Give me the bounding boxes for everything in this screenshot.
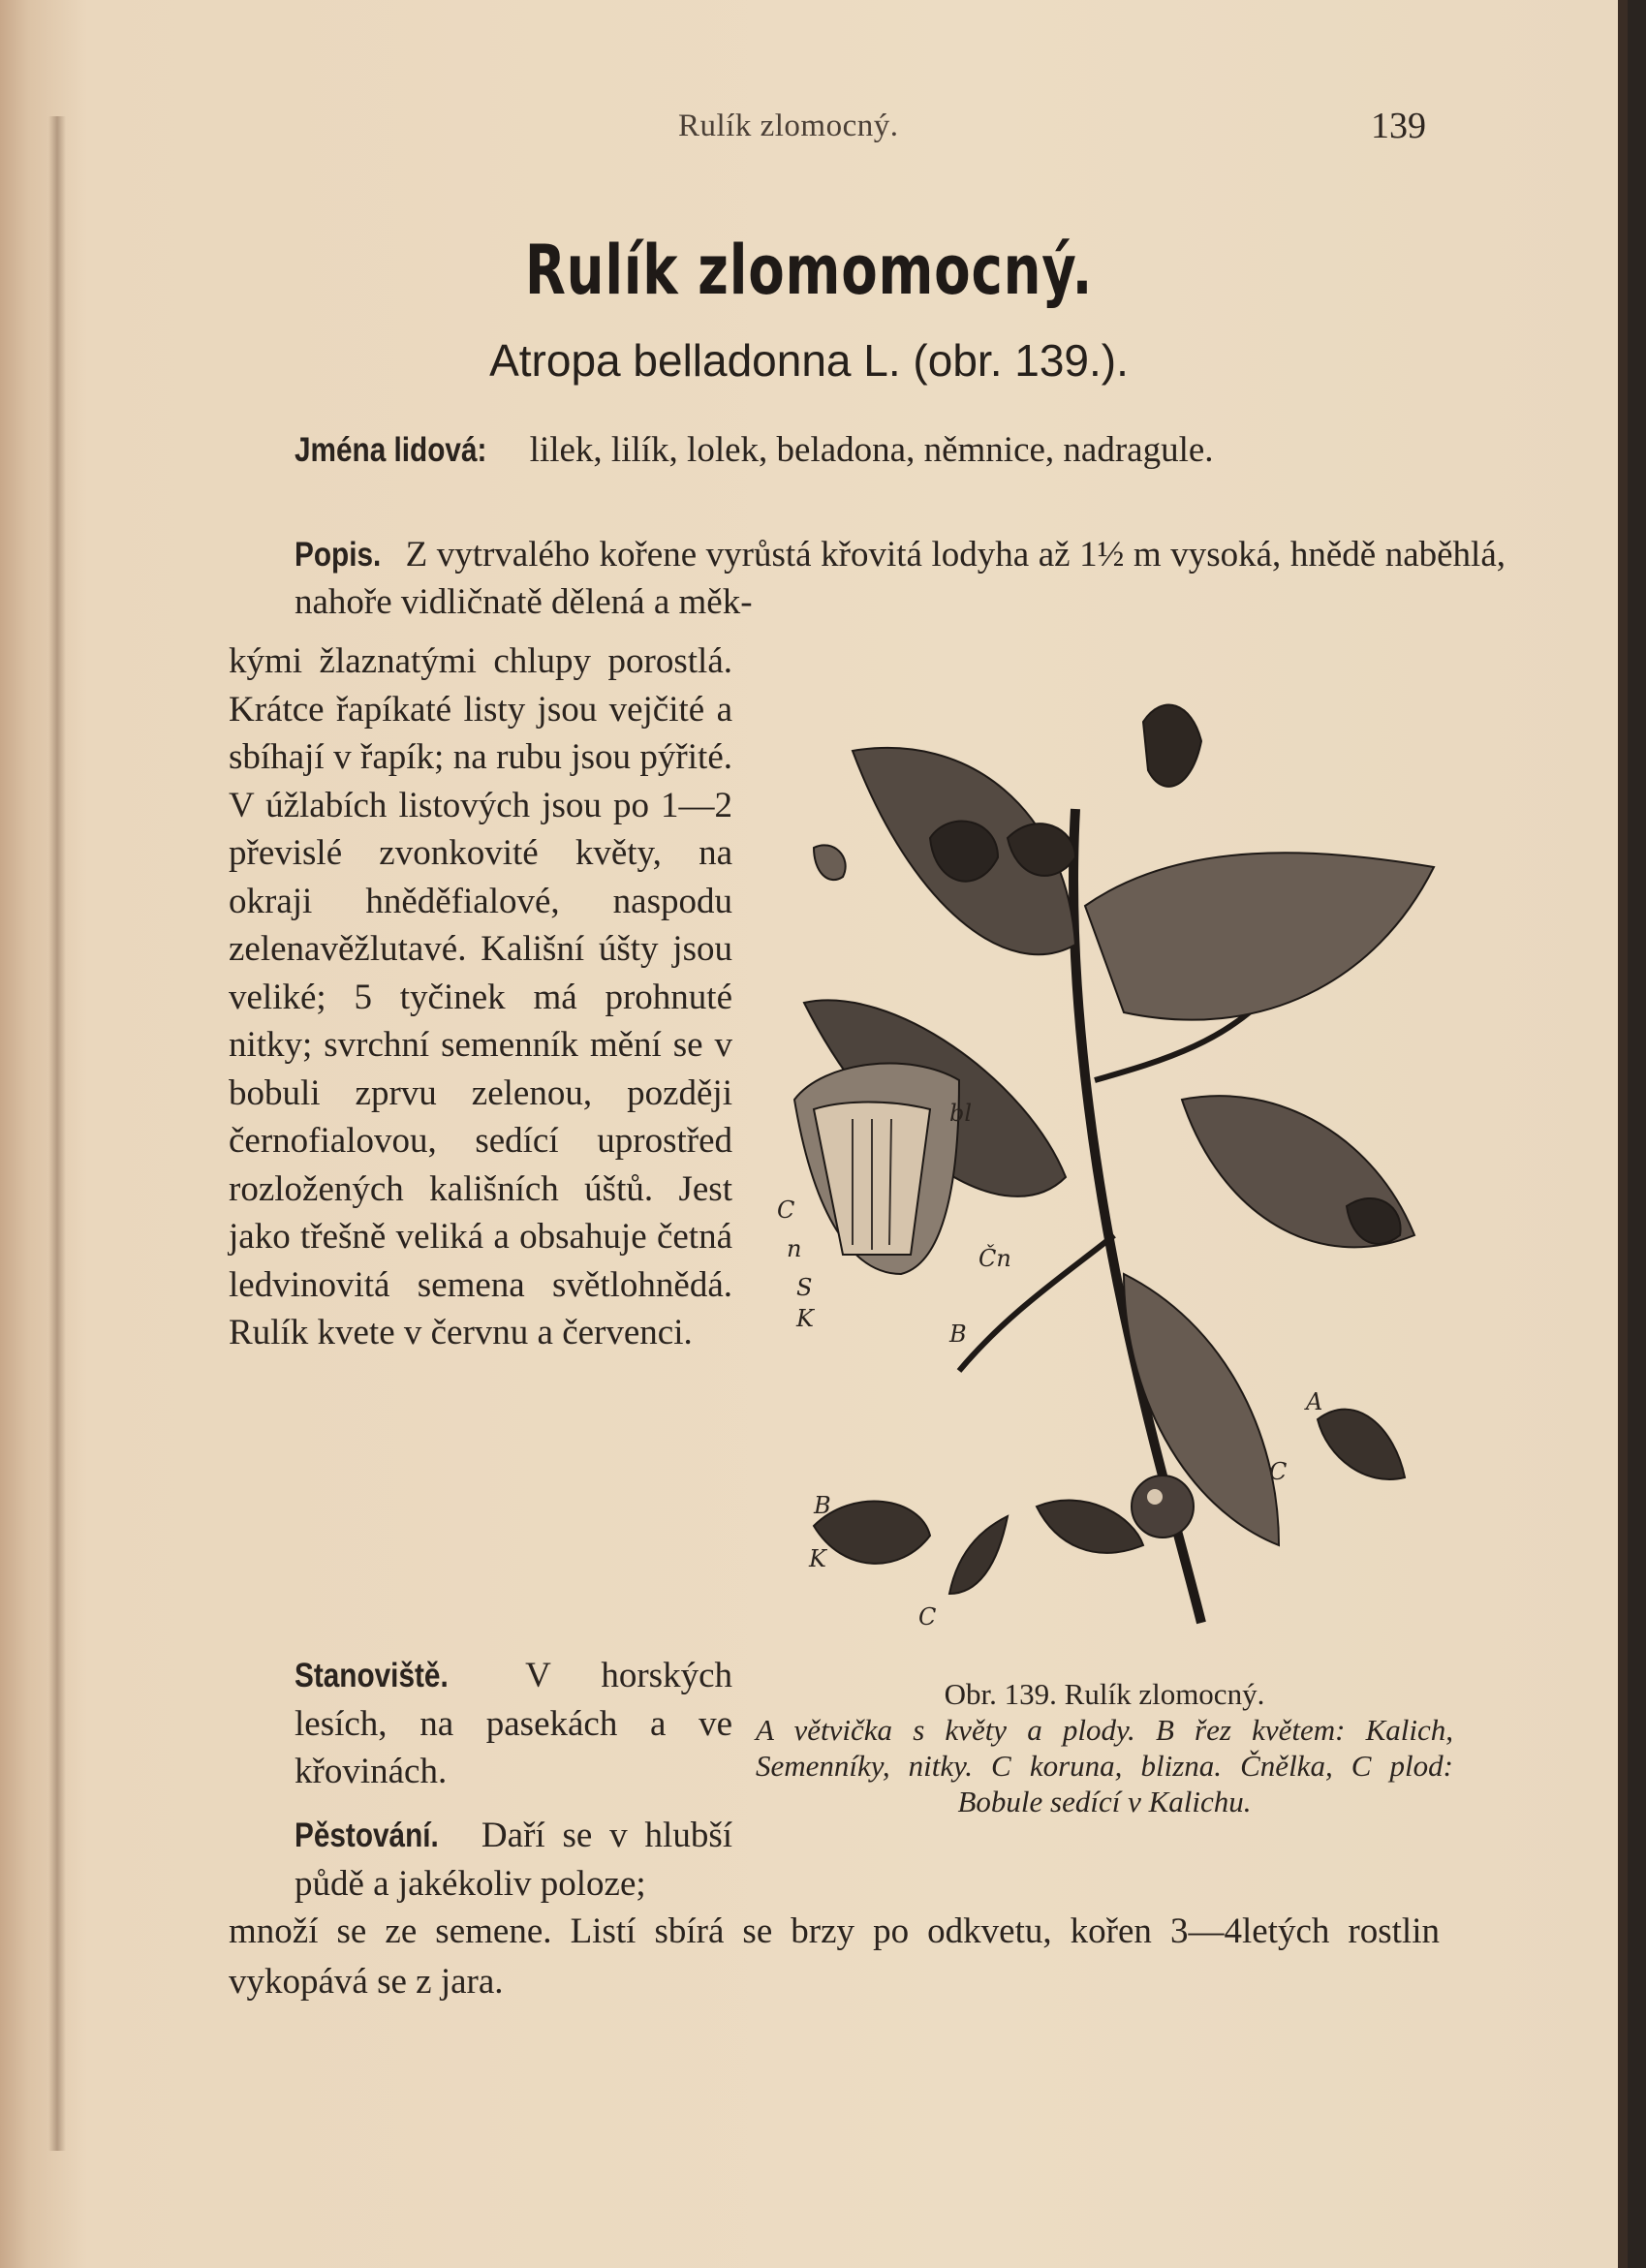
figure-label-b2: B xyxy=(814,1492,831,1519)
figure-label-k2: K xyxy=(809,1545,826,1572)
figure-label-k: K xyxy=(796,1305,814,1332)
figure-label-s: S xyxy=(796,1274,813,1301)
page-title: Rulík zlomomocný. xyxy=(524,231,1094,310)
habitat-text: V horských lesích, na pasekách a ve křovinách. xyxy=(295,1656,732,1791)
folk-names-label: Jména lidová: xyxy=(295,431,487,469)
description-paragraph-start xyxy=(229,531,1506,626)
figure-label-c: C xyxy=(777,1196,795,1224)
cultivation-label: Pěstování. xyxy=(295,1817,439,1854)
description-paragraph-column: kými žlaznatými chlupy porostlá. Krátce řapíkaté listy jsou vejčité a sbíhají v řapík; na rubu jsou pýřité. V úžlabích listových jsou po 1—2 převislé zvonkovité květy, na okraji hněděfialové, naspodu zelenavěžlutavé. Kališní úšty jsou veliké; 5 tyčinek má prohnuté nitky; svrchní semenník mění se v bobuli zprvu zelenou, později černofialovou, sedící uprostřed rozložených kališních úštů. Jest jako třešně veliká a obsahuje četná ledvinovitá semena světlohnědá. Rulík kvete v červnu a červenci. xyxy=(229,641,732,1352)
figure-label-bl: bl xyxy=(949,1100,973,1127)
plant-drawing xyxy=(775,693,1444,1662)
cultivation-paragraph xyxy=(229,1812,732,1908)
figure-caption xyxy=(756,1676,1453,1819)
page-number: 139 xyxy=(1371,106,1426,146)
caption-title: Obr. 139. Rulík zlomocný. xyxy=(944,1677,1265,1711)
figure-label-a: A xyxy=(1306,1388,1323,1415)
habitat-label: Stanoviště. xyxy=(295,1657,449,1694)
description-label: Popis. xyxy=(295,536,382,574)
figure-label-c3: C xyxy=(1269,1458,1288,1485)
cultivation-continuation: množí se ze semene. Listí sbírá se brzy po odkvetu, kořen 3—4letých rostlin vykopává se z jara. xyxy=(229,1911,1440,2002)
figure-label-c2: C xyxy=(918,1603,937,1631)
figure-label-cn: Čn xyxy=(978,1245,1011,1272)
latin-name: Atropa belladonna L. (obr. 139.). xyxy=(489,335,1129,386)
description-text-full: Z vytrvalého kořene vyrůstá křovitá lodyha až 1½ m vysoká, hnědě naběhlá, nahoře vidličnatě dělená a měk- xyxy=(295,535,1506,622)
belladonna-illustration xyxy=(775,693,1444,1662)
cultivation-text: Daří se v hlubší půdě a jakékoliv poloze; xyxy=(295,1816,732,1904)
folk-names-paragraph xyxy=(229,426,1506,474)
caption-description: A větvička s květy a plody. B řez květem: Kalich, Semenníky, nitky. C koruna, blizna. Čnělka, C plod: Bobule sedící v Kalichu. xyxy=(756,1713,1453,1818)
running-head: Rulík zlomocný. xyxy=(678,109,899,143)
habitat-paragraph xyxy=(229,1652,732,1796)
folk-names-text: lilek, lilík, lolek, beladona, němnice, nadragule. xyxy=(520,430,1214,470)
page-binding-shadow xyxy=(48,116,66,2151)
figure-label-n: n xyxy=(787,1235,802,1262)
figure-label-b: B xyxy=(949,1320,967,1348)
